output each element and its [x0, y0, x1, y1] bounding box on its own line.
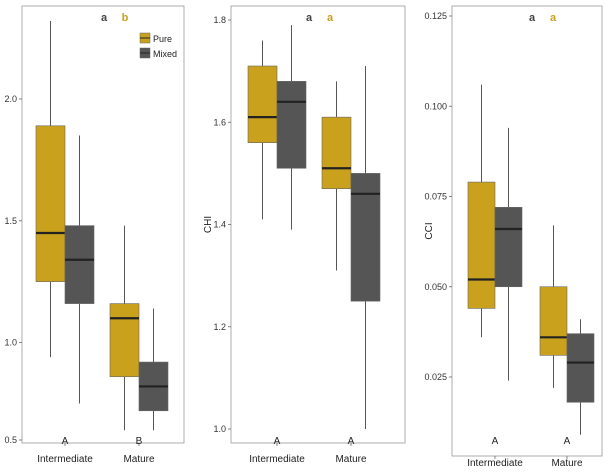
box-body [468, 182, 495, 308]
box-pure-mature [110, 226, 139, 431]
box-mixed-intermediate [65, 136, 94, 404]
box-mixed-mature [139, 308, 168, 430]
y-tick-label: 1.4 [213, 219, 226, 230]
box-body [322, 117, 351, 189]
box-pure-intermediate [248, 40, 277, 219]
box-pure-mature [322, 81, 351, 270]
y-tick-label: 2.0 [4, 94, 17, 104]
box-pure-intermediate [36, 21, 65, 357]
chart-panel-1 [4, 6, 184, 465]
box-mixed-intermediate [277, 25, 306, 230]
y-tick-label: 0.050 [424, 281, 447, 292]
y-tick-label: 0.5 [4, 435, 17, 445]
y-tick-label: 0.100 [424, 101, 447, 112]
y-tick-label: 0.125 [424, 11, 447, 21]
y-tick-label: 0.025 [424, 372, 447, 382]
box-body [110, 304, 139, 377]
sig-letter-pure: a [326, 12, 334, 24]
category-letter: A [347, 436, 355, 447]
box-body [277, 81, 306, 168]
box-body [248, 66, 277, 143]
box-pure-intermediate [468, 85, 495, 338]
x-tick-label: Mature [335, 454, 367, 465]
x-tick-label: Intermediate [249, 454, 305, 465]
box-body [567, 334, 594, 403]
category-letter: A [563, 436, 571, 447]
y-tick-label: 1.2 [213, 321, 226, 332]
legend [140, 33, 177, 59]
chart-panel-3 [424, 6, 602, 469]
box-body [495, 207, 522, 286]
box-body [351, 173, 380, 301]
x-tick-label: Mature [123, 454, 155, 465]
x-tick-label: Intermediate [37, 454, 93, 465]
chart-panel-2 [203, 6, 405, 465]
category-letter: A [491, 436, 499, 447]
x-tick-label: Mature [551, 458, 583, 469]
sig-letter-mixed: a [528, 12, 536, 24]
y-tick-label: 1.0 [4, 337, 17, 348]
box-mixed-mature [351, 66, 380, 429]
sig-letter-mixed: a [100, 12, 108, 24]
y-tick-label: 1.0 [213, 424, 226, 434]
box-body [36, 126, 65, 282]
y-tick-label: 0.075 [424, 191, 447, 202]
sig-letter-pure: b [121, 12, 129, 24]
x-tick-label: Intermediate [467, 458, 523, 469]
y-axis-label: CHI [203, 215, 214, 234]
box-pure-mature [540, 225, 567, 387]
y-tick-label: 1.5 [4, 215, 17, 226]
category-letter: A [61, 436, 69, 447]
box-mixed-intermediate [495, 128, 522, 381]
box-body [540, 287, 567, 356]
category-letter: B [135, 436, 143, 447]
legend-label-pure: Pure [153, 34, 173, 44]
y-tick-label: 1.6 [213, 117, 226, 128]
sig-letter-mixed: a [305, 12, 313, 24]
category-letter: A [273, 436, 281, 447]
legend-label-mixed: Mixed [153, 49, 178, 59]
y-axis-label: CCI [424, 222, 435, 240]
box-mixed-mature [567, 319, 594, 435]
box-body [65, 226, 94, 304]
sig-letter-pure: a [549, 12, 557, 24]
y-tick-label: 1.8 [213, 15, 226, 25]
